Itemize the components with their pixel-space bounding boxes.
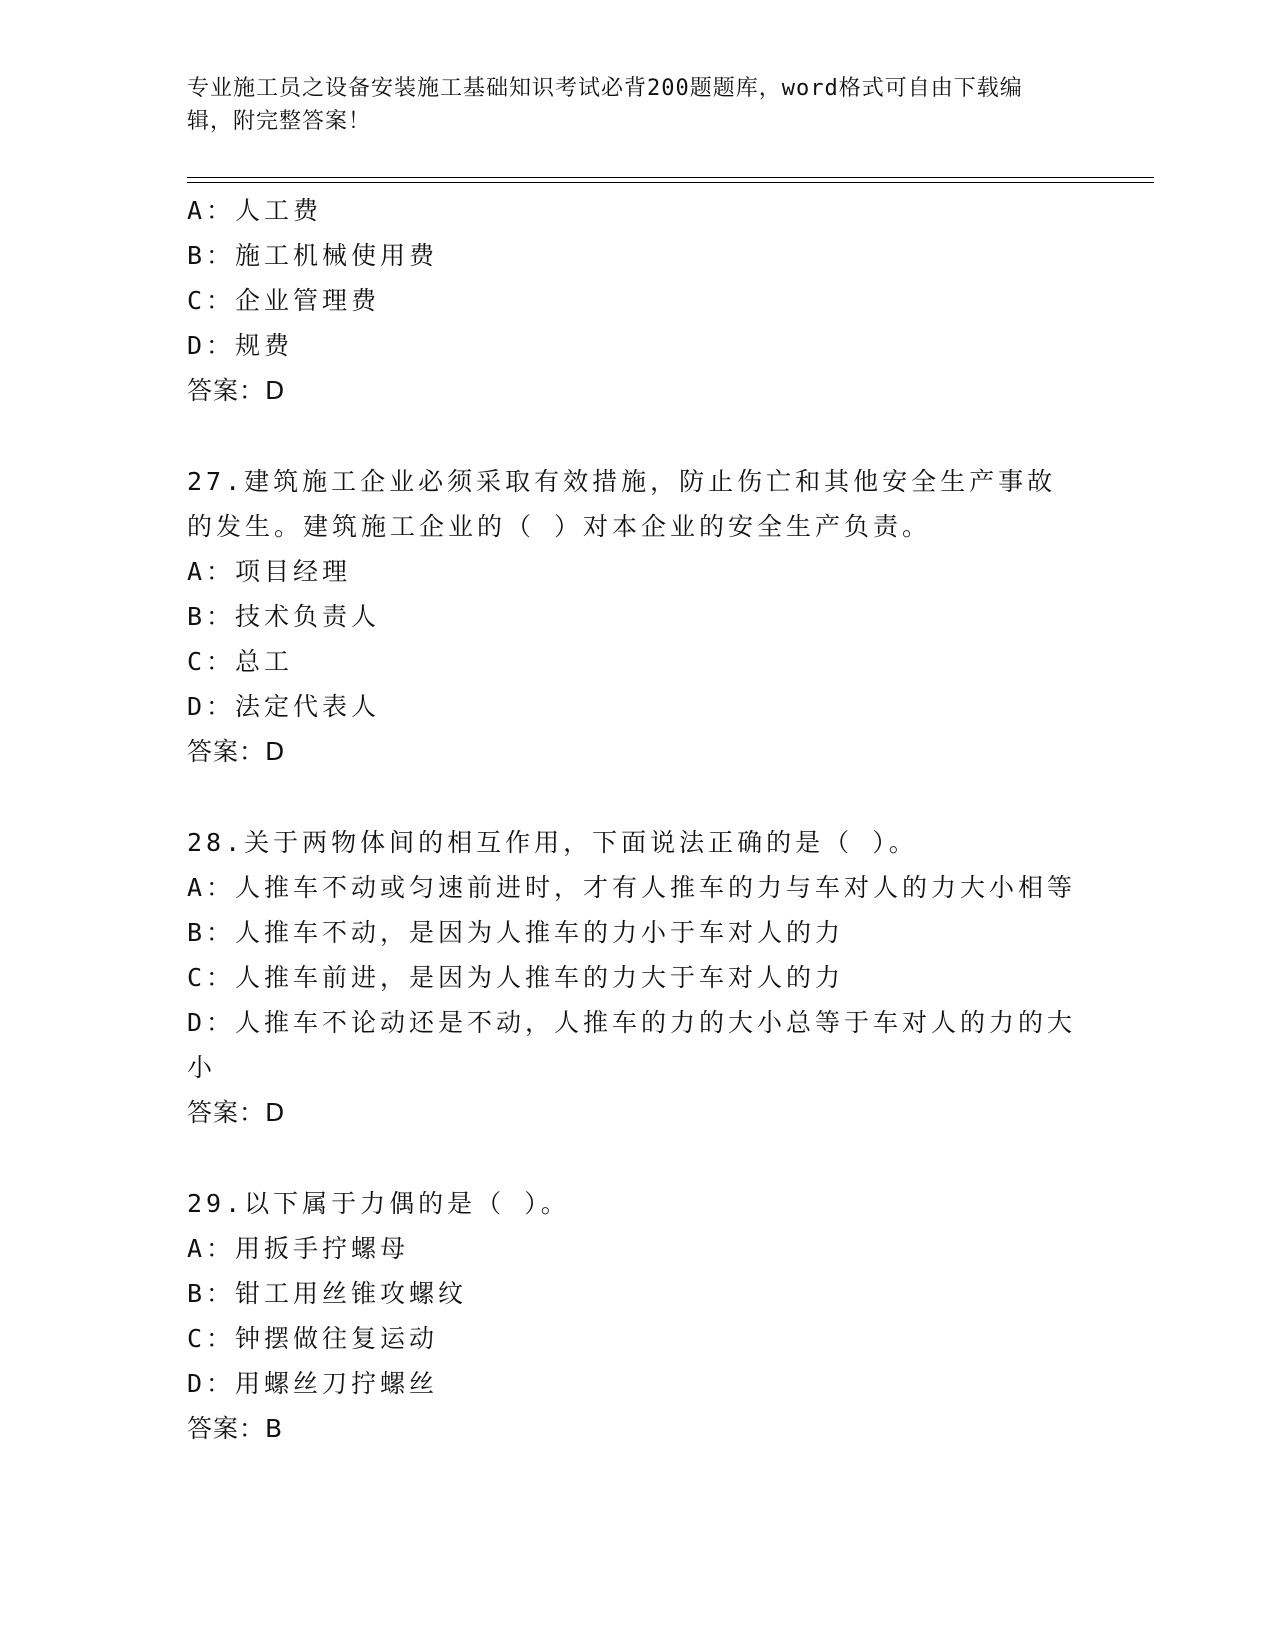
option-d: D：用螺丝刀拧螺丝: [187, 1369, 439, 1398]
header-rule-top: [187, 177, 1154, 178]
document-header: 专业施工员之设备安装施工基础知识考试必背200题题库，word格式可自由下载编辑，附完整答案！: [187, 76, 1023, 134]
option-b: B：钳工用丝锥攻螺纹: [187, 1279, 468, 1308]
option-c: C：企业管理费: [187, 286, 381, 315]
answer-line: 答案：D: [187, 376, 286, 405]
question-text: 28.关于两物体间的相互作用，下面说法正确的是（ ）。: [187, 828, 918, 857]
option-a: A：人工费: [187, 196, 323, 225]
option-b: B：施工机械使用费: [187, 241, 439, 270]
option-b: B：人推车不动，是因为人推车的力小于车对人的力: [187, 918, 845, 947]
option-a: A：用扳手拧螺母: [187, 1234, 410, 1263]
question-text: 29.以下属于力偶的是（ ）。: [187, 1189, 570, 1218]
option-d: D：规费: [187, 331, 294, 360]
option-c: C：总工: [187, 647, 294, 676]
question-text: 27.建筑施工企业必须采取有效措施，防止伤亡和其他安全生产事故的发生。建筑施工企业的（ ）对本企业的安全生产负责。: [187, 467, 1057, 541]
answer-line: 答案：B: [187, 1414, 284, 1443]
header-rule-bottom: [187, 182, 1154, 183]
option-d: D：人推车不论动还是不动，人推车的力的大小总等于车对人的力的大小: [187, 1008, 1077, 1082]
option-d: D：法定代表人: [187, 692, 381, 721]
answer-line: 答案：D: [187, 1098, 286, 1127]
option-a: A：项目经理: [187, 557, 352, 586]
option-a: A：人推车不动或匀速前进时，才有人推车的力与车对人的力大小相等: [187, 873, 1077, 902]
partial-question: [187, 188, 1087, 413]
question-27: [187, 459, 1087, 774]
question-28: [187, 820, 1087, 1135]
answer-line: 答案：D: [187, 737, 286, 766]
question-29: [187, 1181, 1087, 1451]
question-list: [187, 188, 1087, 1451]
option-b: B：技术负责人: [187, 602, 381, 631]
option-c: C：钟摆做往复运动: [187, 1324, 439, 1353]
option-c: C：人推车前进，是因为人推车的力大于车对人的力: [187, 963, 845, 992]
